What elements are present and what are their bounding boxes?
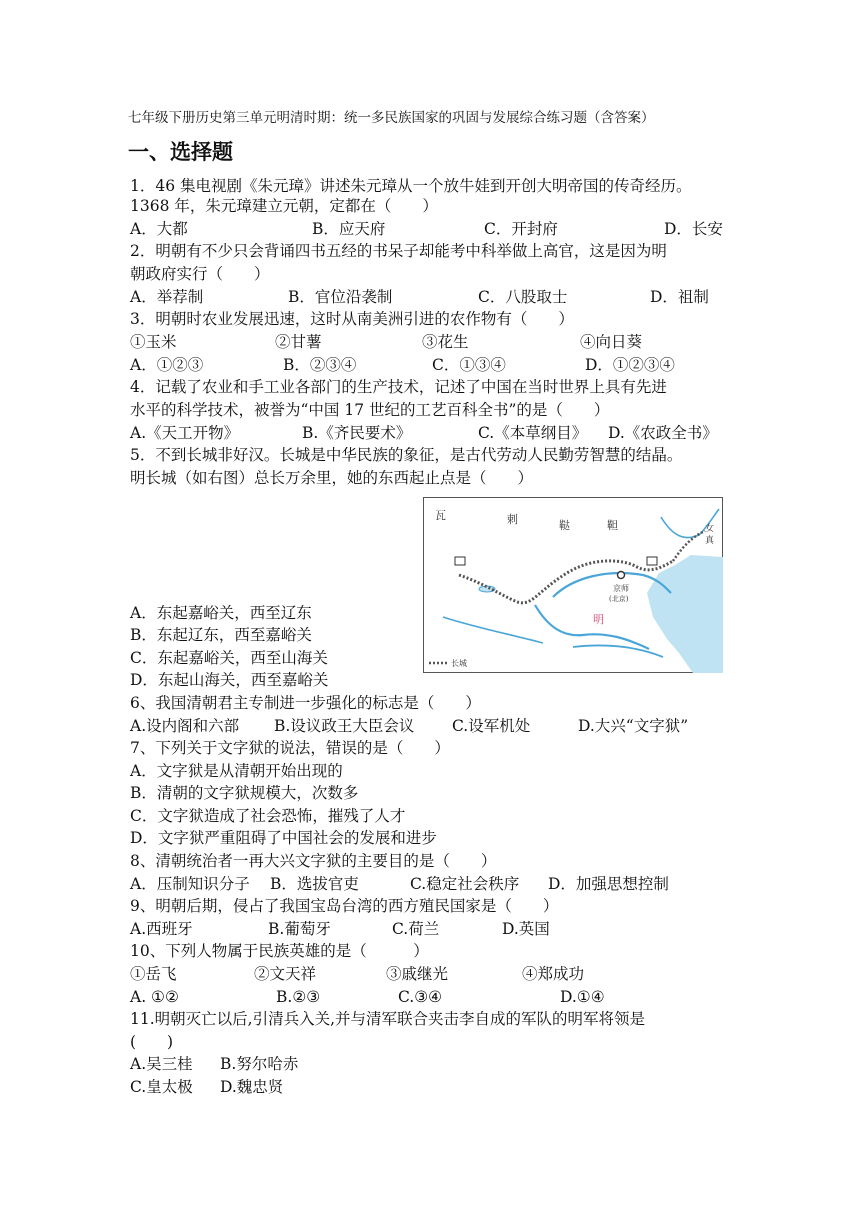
q5-option-c: C．东起嘉峪关，西至山海关 [130,649,328,667]
q8-option-a: A．压制知识分子 [130,875,250,893]
q4-option-a: A.《天工开物》 [130,424,240,442]
q1-option-b: B．应天府 [312,220,386,238]
map-capital-marker [618,572,625,579]
q9-stem: 9、明朝后期，侵占了我国宝岛台湾的西方殖民国家是（ ） [130,897,559,915]
q2-option-b: B．官位沿袭制 [288,288,393,306]
q1-stem-1: 1．46 集电视剧《朱元璋》讲述朱元璋从一个放牛娃到开创大明帝国的传奇经历。 [130,177,692,195]
section-title: 一、选择题 [128,140,233,164]
q7-stem: 7、下列关于文字狱的说法，错误的是（ ） [130,739,450,757]
q11-option-d: D.魏忠贤 [220,1078,284,1096]
q7-option-b: B．清朝的文字狱规模大，次数多 [130,784,359,802]
q4-option-b: B.《齐民要术》 [302,424,412,442]
q2-stem-1: 2．明朝有不少只会背诵四书五经的书呆子却能考中科举做上高官，这是因为明 [130,242,667,260]
q3-item-1: ①玉米 [130,333,177,351]
q6-option-b: B.设议政王大臣会议 [274,717,415,735]
q3-option-c: C．①③④ [432,356,506,374]
q9-option-c: C.荷兰 [392,920,440,938]
q11-option-a: A.吴三桂 [130,1055,193,1073]
q3-option-a: A．①②③ [130,356,204,374]
q5-stem-1: 5．不到长城非好汉。长城是中华民族的象征，是古代劳动人民勤劳智慧的结晶。 [130,446,683,464]
q8-option-b: B．选拔官吏 [270,875,359,893]
q11-option-b: B.努尔哈赤 [220,1055,299,1073]
q10-option-d: D.①④ [560,988,605,1006]
ming-great-wall-map [423,497,723,673]
q10-item-3: ③戚继光 [386,965,449,983]
q7-option-c: C．文字狱造成了社会恐怖，摧残了人才 [130,807,406,825]
q4-option-d: D.《农政全书》 [608,424,718,442]
q4-stem-1: 4．记载了农业和手工业各部门的生产技术，记述了中国在当时世界上具有先进 [130,378,667,396]
q9-option-d: D.英国 [502,920,550,938]
q6-option-a: A.设内阁和六部 [130,717,240,735]
q8-stem: 8、清朝统治者一再大兴文字狱的主要目的是（ ） [130,852,497,870]
q10-item-2: ②文天祥 [254,965,317,983]
q3-stem: 3．明朝时农业发展迅速，这时从南美洲引进的农作物有（ ） [130,310,574,328]
q11-option-c: C.皇太极 [130,1078,193,1096]
q1-option-d: D．长安 [664,220,723,238]
map-shanhaiguan-marker [647,557,657,565]
q5-option-b: B．东起辽东，西至嘉峪关 [130,626,312,644]
map-jiayuguan-marker [455,557,465,565]
q3-item-4: ④向日葵 [580,333,643,351]
q10-stem: 10、下列人物属于民族英雄的是（ ） [130,942,429,960]
q2-option-a: A．举荐制 [130,288,204,306]
q10-option-a: A. ①② [130,988,179,1006]
q9-option-b: B.葡萄牙 [268,920,331,938]
q11-stem-1: 11.明朝灭亡以后,引清兵入关,并与清军联合夹击李自成的军队的明军将领是 [130,1010,646,1028]
map-label-ming: 明 [593,613,604,626]
q10-option-c: C.③④ [398,988,443,1006]
map-label-da: 鞑 [559,519,570,532]
q4-option-c: C.《本草纲目》 [478,424,588,442]
map-legend-label: 长城 [451,659,467,668]
q10-option-b: B.②③ [276,988,321,1006]
q2-option-c: C．八股取士 [478,288,568,306]
q3-option-b: B．②③④ [283,356,357,374]
q3-option-d: D．①②③④ [585,356,675,374]
q1-option-a: A．大都 [130,220,188,238]
q2-stem-2: 朝政府实行（ ） [130,265,270,283]
q8-option-c: C.稳定社会秩序 [410,875,520,893]
q2-option-d: D．祖制 [650,288,709,306]
q7-option-d: D．文字狱严重阻碍了中国社会的发展和进步 [130,829,437,847]
q3-item-3: ③花生 [422,333,469,351]
q10-item-1: ①岳飞 [130,965,177,983]
q6-stem: 6、我国清朝君主专制进一步强化的标志是（ ） [130,694,481,712]
q5-option-d: D．东起山海关，西至嘉峪关 [130,671,329,689]
q4-stem-2: 水平的科学技术，被誉为“中国 17 世纪的工艺百科全书”的是（ ） [130,401,610,419]
document-header: 七年级下册历史第三单元明清时期：统一多民族国家的巩固与发展综合练习题（含答案） [128,110,655,126]
q1-stem-2: 1368 年，朱元璋建立元朝，定都在（ ） [130,197,438,215]
q6-option-c: C.设军机处 [452,717,531,735]
map-label-beijing: (北京) [609,595,629,603]
q11-stem-2: ( ) [130,1033,174,1051]
q1-option-c: C．开封府 [484,220,558,238]
q5-stem-2: 明长城（如右图）总长万余里，她的东西起止点是（ ） [130,469,534,487]
map-label-dan: 靼 [607,519,618,532]
map-label-jingshi: 京师 [613,584,629,593]
q8-option-d: D．加强思想控制 [548,875,669,893]
map-label-la: 剌 [507,513,518,526]
q5-option-a: A．东起嘉峪关，西至辽东 [130,604,312,622]
q9-option-a: A.西班牙 [130,920,193,938]
q7-option-a: A．文字狱是从清朝开始出现的 [130,762,343,780]
q3-item-2: ②甘薯 [275,333,322,351]
map-label-zhen: 真 [705,536,715,546]
map-label-wa: 瓦 [435,509,446,522]
q6-option-d: D.大兴“文字狱” [578,717,689,735]
q10-item-4: ④郑成功 [522,965,585,983]
map-label-nv: 女 [705,524,715,534]
